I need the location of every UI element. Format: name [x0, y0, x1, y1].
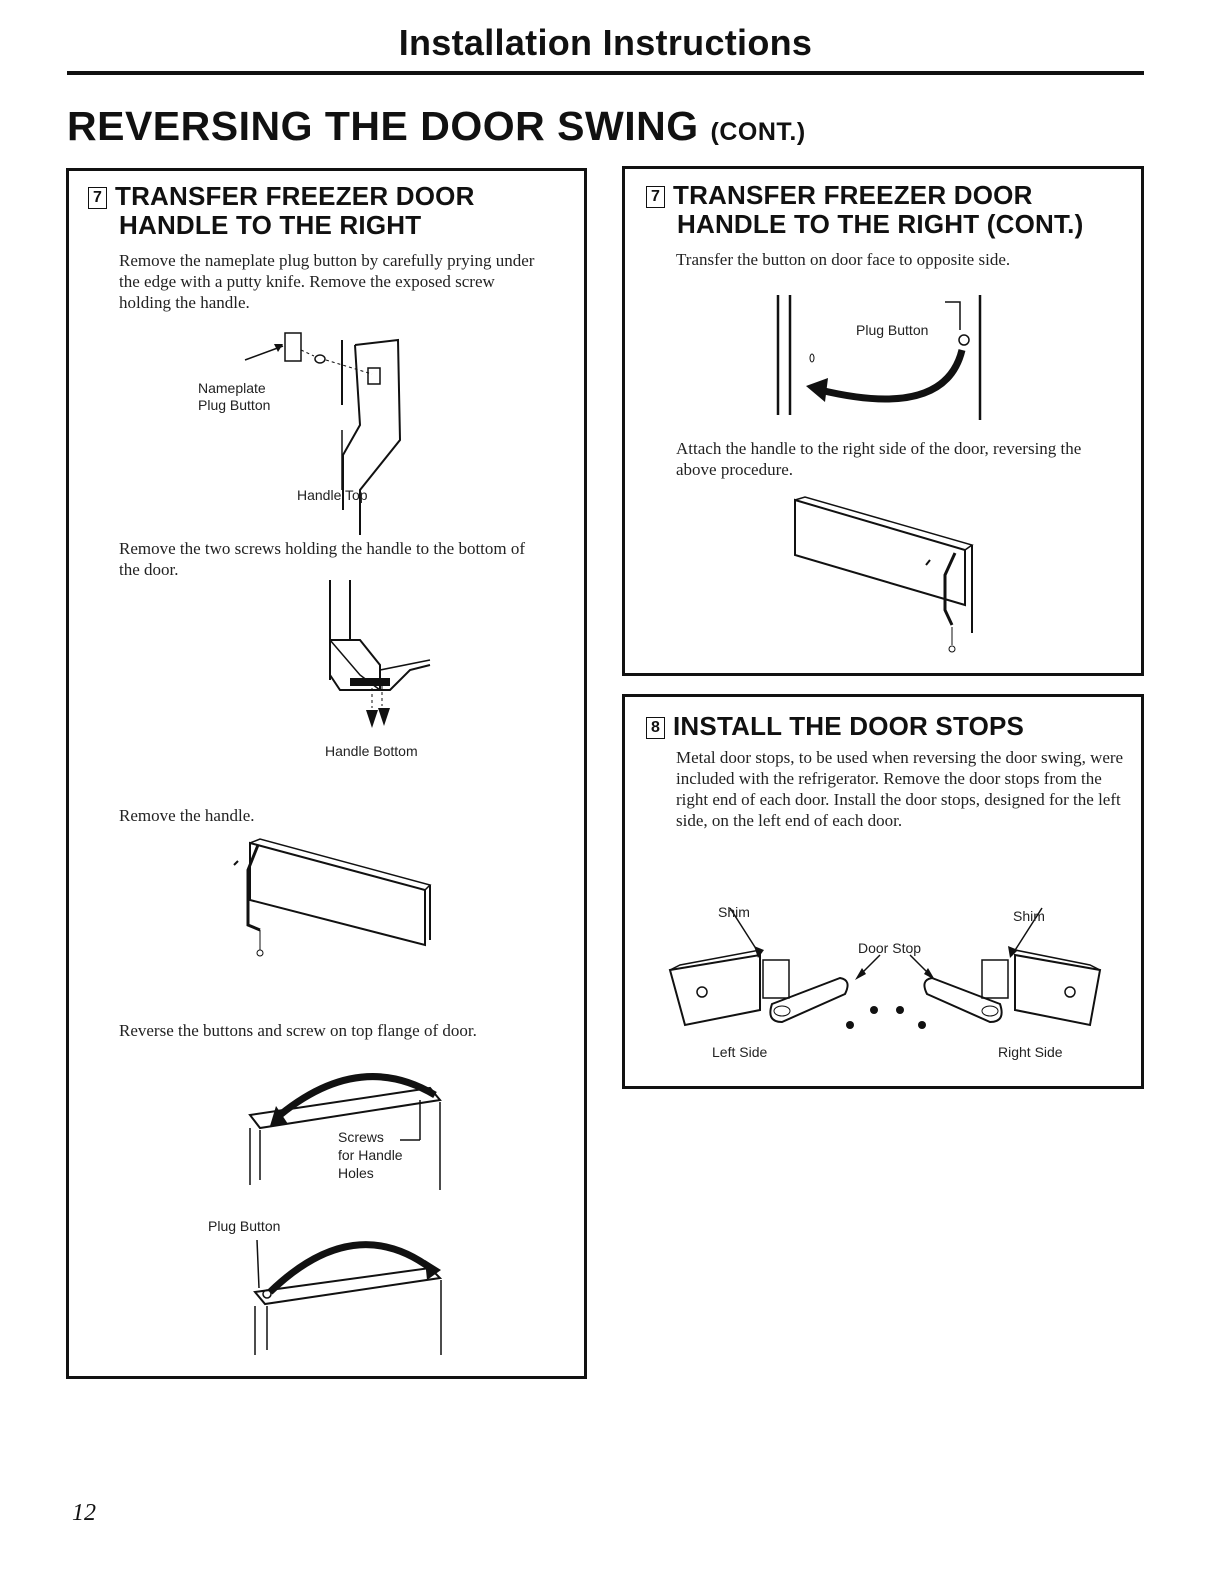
step-number-badge: 8	[646, 717, 665, 739]
handle-top-caption: Handle Top	[297, 487, 368, 503]
door-face-plug-button-figure	[770, 290, 990, 430]
step-8-heading	[646, 712, 1024, 741]
plug-button-label-right: Plug Button	[856, 322, 929, 338]
handle-bottom-caption: Handle Bottom	[325, 743, 418, 759]
right-side-label: Right Side	[998, 1044, 1063, 1060]
section-title	[67, 103, 806, 150]
page-number: 12	[72, 1500, 96, 1526]
nameplate-label	[198, 380, 270, 414]
page-header-title: Installation Instructions	[398, 22, 813, 63]
door-stop-label: Door Stop	[858, 940, 922, 956]
step-7-text-1: Remove the nameplate plug button by carefully prying under the edge with a putty knife. Remove the exposed screw holding the handle.	[119, 251, 535, 312]
step-7-cont-text-2: Attach the handle to the right side of the door, reversing the above procedure.	[676, 439, 1082, 479]
screws-label-line1: Screws	[338, 1129, 384, 1145]
step-7-text-3: Remove the handle.	[119, 806, 255, 825]
nameplate-label-line1: Nameplate	[198, 380, 266, 396]
step-7-text-2: Remove the two screws holding the handle to the bottom of the door.	[119, 539, 526, 579]
step-8-text: Metal door stops, to be used when reversing the door swing, were included with the refrigerator. Remove the door stops from the right end of each door. Install the door stops, designed for the left side, on the left end of each door.	[676, 748, 1124, 830]
step-8-heading-text: INSTALL THE DOOR STOPS	[673, 711, 1025, 741]
step-7-text-4: Reverse the buttons and screw on top flange of door.	[119, 1021, 477, 1040]
step-number-badge: 7	[88, 187, 107, 209]
door-stops-figure	[660, 900, 1120, 1050]
section-title-text: REVERSING THE DOOR SWING	[67, 103, 699, 149]
door-panel-figure	[230, 835, 440, 965]
nameplate-label-line2: Plug Button	[198, 397, 271, 413]
handle-top-figure	[150, 330, 450, 510]
plug-button-flange-figure	[245, 1230, 465, 1360]
header-rule	[67, 71, 1144, 75]
step-7-cont-heading-line2: HANDLE TO THE RIGHT (CONT.)	[677, 209, 1084, 239]
step-7-cont-heading	[646, 181, 1083, 239]
step-7-heading-line1: TRANSFER FREEZER DOOR	[115, 181, 475, 211]
screws-label	[338, 1128, 403, 1182]
step-7-heading	[88, 182, 475, 240]
step-7-cont-heading-line1: TRANSFER FREEZER DOOR	[673, 180, 1033, 210]
step-number-badge: 7	[646, 186, 665, 208]
left-side-label: Left Side	[712, 1044, 768, 1060]
screws-label-line3: Holes	[338, 1165, 374, 1181]
handle-bottom-figure	[320, 580, 460, 760]
shim-right-label: Shim	[1013, 908, 1045, 924]
door-handle-right-figure	[790, 495, 990, 660]
shim-left-label: Shim	[718, 904, 750, 920]
step-7-cont-text-1: Transfer the button on door face to opposite side.	[676, 250, 1011, 269]
section-title-cont: (CONT.)	[710, 118, 806, 146]
screws-label-line2: for Handle	[338, 1147, 403, 1163]
plug-button-label-left: Plug Button	[208, 1218, 281, 1234]
step-7-heading-line2: HANDLE TO THE RIGHT	[119, 210, 422, 240]
